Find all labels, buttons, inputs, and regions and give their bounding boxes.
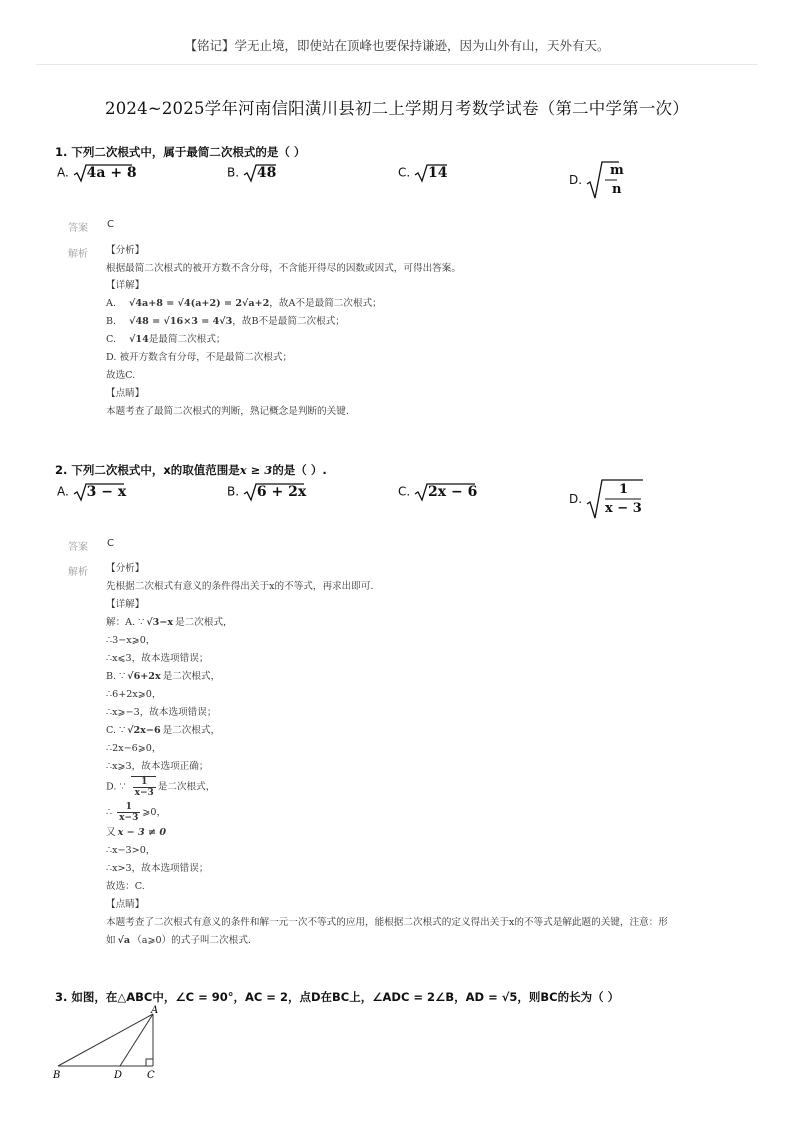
q2-answer: C (107, 538, 114, 549)
line-text: （a⩾0）的式子叫二次根式. (132, 935, 251, 946)
segment-ad (120, 1014, 153, 1066)
section-analysis: 【分析】 (106, 245, 145, 256)
detail-line (106, 826, 166, 839)
detail-line: ∴x−3>0， (106, 845, 156, 856)
q1-answer: C (107, 219, 114, 230)
conclusion: 故选C. (106, 370, 136, 381)
q1-option-b-expr: 48 (256, 164, 277, 181)
comment-text (106, 934, 251, 947)
stem-text: 的是（ ）. (272, 463, 327, 477)
line-prefix: A. (106, 298, 116, 309)
detail-line (106, 776, 215, 798)
inline-fraction (133, 777, 156, 798)
detail-line: ∴x⩾3，故本选项正确； (106, 761, 209, 772)
line-prefix: B. ∵ (106, 671, 126, 682)
q1-option-c[interactable] (398, 163, 448, 183)
inline-sqrt-frac (131, 776, 156, 798)
section-detail: 【详解】 (106, 280, 145, 291)
detail-line: ∴x⩾−3，故本选项错误； (106, 707, 217, 718)
q2-option-c-expr: 2x − 6 (428, 483, 478, 500)
q1-option-d[interactable] (569, 160, 624, 200)
detail-line (106, 670, 220, 683)
q2-option-b[interactable] (227, 482, 306, 502)
option-letter: D. (569, 492, 583, 506)
q2-option-d[interactable] (569, 478, 644, 520)
line-prefix: B. (106, 316, 117, 327)
segment-ab (58, 1014, 153, 1066)
q2-option-b-expr: 6 + 2x (256, 483, 307, 500)
vertex-label-b: B (53, 1070, 61, 1081)
line-text: 是最简二次根式； (148, 334, 226, 345)
line-text: 是二次根式， (175, 617, 233, 628)
option-letter: D. (569, 173, 583, 187)
fraction-num: 1 (117, 802, 140, 813)
fraction-num: 1 (133, 777, 156, 788)
detail-line: ∴2x−6⩾0， (106, 743, 162, 754)
analysis-label: 解析 (68, 567, 88, 578)
detail-line (106, 802, 166, 823)
comment-text: 本题考查了二次根式有意义的条件和解一元一次不等式的应用，能根据二次根式的定义得出关于x的不等式是解此题的关键，注意：形 (106, 917, 668, 928)
detail-line-d: D. 被开方数含有分母，不是最简二次根式； (106, 352, 293, 363)
q1-option-d-num: m (610, 163, 624, 178)
line-prefix: C. (106, 334, 117, 345)
detail-line-c (106, 333, 226, 346)
vertex-label-a: A (151, 1005, 159, 1016)
inline-math: √6+2x (127, 671, 161, 682)
q1-stem: 1. 下列二次根式中，属于最简二次根式的是（ ） (55, 145, 306, 159)
option-letter: B. (227, 484, 240, 499)
line-text: 是二次根式， (157, 781, 216, 793)
line-prefix: ∴ (106, 807, 113, 818)
q1-option-d-den: n (612, 182, 622, 197)
stem-math: x ≥ 3 (239, 463, 273, 477)
header-divider (36, 64, 758, 65)
detail-line: ∴3−x⩾0， (106, 635, 156, 646)
q1-option-a-expr: 4a + 8 (86, 164, 137, 181)
line-text: 是二次根式， (162, 671, 221, 682)
fraction-den: x−3 (134, 788, 154, 798)
inline-math: x − 3 ≠ 0 (117, 827, 167, 838)
option-letter: A. (57, 165, 69, 180)
detail-line: ∴x>3，故本选项错误； (106, 863, 209, 874)
conclusion: 故选：C. (106, 881, 145, 892)
inline-fraction (117, 802, 140, 823)
q2-option-c[interactable] (398, 482, 477, 502)
vertex-label-d: D (114, 1070, 123, 1081)
analysis-text: 根据最简二次根式的被开方数不含分母，不含能开得尽的因数或因式，可得出答案。 (106, 263, 461, 274)
section-comment: 【点睛】 (106, 388, 145, 399)
q2-option-d-den: x − 3 (605, 501, 642, 516)
detail-line-b (106, 315, 345, 328)
inline-math: √4a+8 = √4(a+2) = 2√a+2 (129, 298, 270, 309)
line-text: 是二次根式， (162, 725, 221, 736)
line-text: ，故A不是最简二次根式； (269, 298, 382, 309)
inline-math: √2x−6 (127, 725, 161, 736)
section-analysis: 【分析】 (106, 563, 145, 574)
detail-line (106, 616, 233, 629)
fraction-den: x−3 (119, 813, 139, 823)
inline-math: √3−x (146, 617, 174, 628)
q3-stem: 3. 如图，在△ABC中，∠C = 90°，AC = 2，点D在BC上，∠ADC = 2∠B，AD = √5，则BC的长为（ ） (55, 990, 620, 1004)
analysis-text: 先根据二次根式有意义的条件得出关于x的不等式，再求出即可. (106, 581, 374, 592)
line-text: ，故B不是最简二次根式； (232, 316, 345, 327)
vertex-label-c: C (147, 1070, 155, 1081)
option-letter: C. (398, 484, 411, 499)
motto: 【铭记】学无止境，即使站在顶峰也要保持谦逊，因为山外有山，天外有天。 (184, 38, 610, 53)
q1-option-b[interactable] (227, 163, 276, 183)
q3-triangle-figure (50, 1004, 170, 1084)
detail-line-a (106, 297, 382, 310)
q2-option-d-num: 1 (619, 482, 629, 497)
detail-line (106, 724, 220, 737)
q1-option-a[interactable] (57, 163, 137, 183)
option-letter: A. (57, 484, 69, 499)
q2-stem (55, 462, 327, 478)
q2-option-a-expr: 3 − x (86, 483, 127, 500)
section-comment: 【点睛】 (106, 899, 145, 910)
analysis-label: 解析 (68, 249, 88, 260)
stem-text: 2. 下列二次根式中，x的取值范围是 (55, 463, 240, 477)
detail-line: ∴6+2x⩾0， (106, 689, 162, 700)
page-title: 2024~2025学年河南信阳潢川县初二上学期月考数学试卷（第二中学第一次） (105, 99, 689, 118)
line-prefix: 解：A. ∵ (106, 617, 145, 628)
inline-math: √48 = √16×3 = 4√3 (129, 316, 233, 327)
line-text: ⩾0， (142, 807, 167, 818)
section-detail: 【详解】 (106, 599, 145, 610)
option-letter: B. (227, 165, 240, 180)
q2-analysis (106, 562, 746, 952)
inline-math: √14 (129, 334, 149, 345)
line-prefix: 如 (106, 935, 116, 946)
q1-option-c-expr: 14 (428, 164, 448, 181)
detail-line: ∴x⩽3，故本选项错误； (106, 653, 209, 664)
inline-math: √a (117, 935, 131, 946)
answer-label: 答案 (68, 542, 88, 553)
answer-label: 答案 (68, 223, 88, 234)
right-angle-mark (146, 1059, 153, 1066)
line-prefix: D. ∵ (106, 781, 126, 793)
line-prefix: C. ∵ (106, 725, 126, 736)
option-letter: C. (398, 165, 411, 180)
comment-text: 本题考查了最简二次根式的判断，熟记概念是判断的关键. (106, 406, 349, 417)
q2-option-a[interactable] (57, 482, 126, 502)
line-prefix: 又 (106, 827, 116, 838)
